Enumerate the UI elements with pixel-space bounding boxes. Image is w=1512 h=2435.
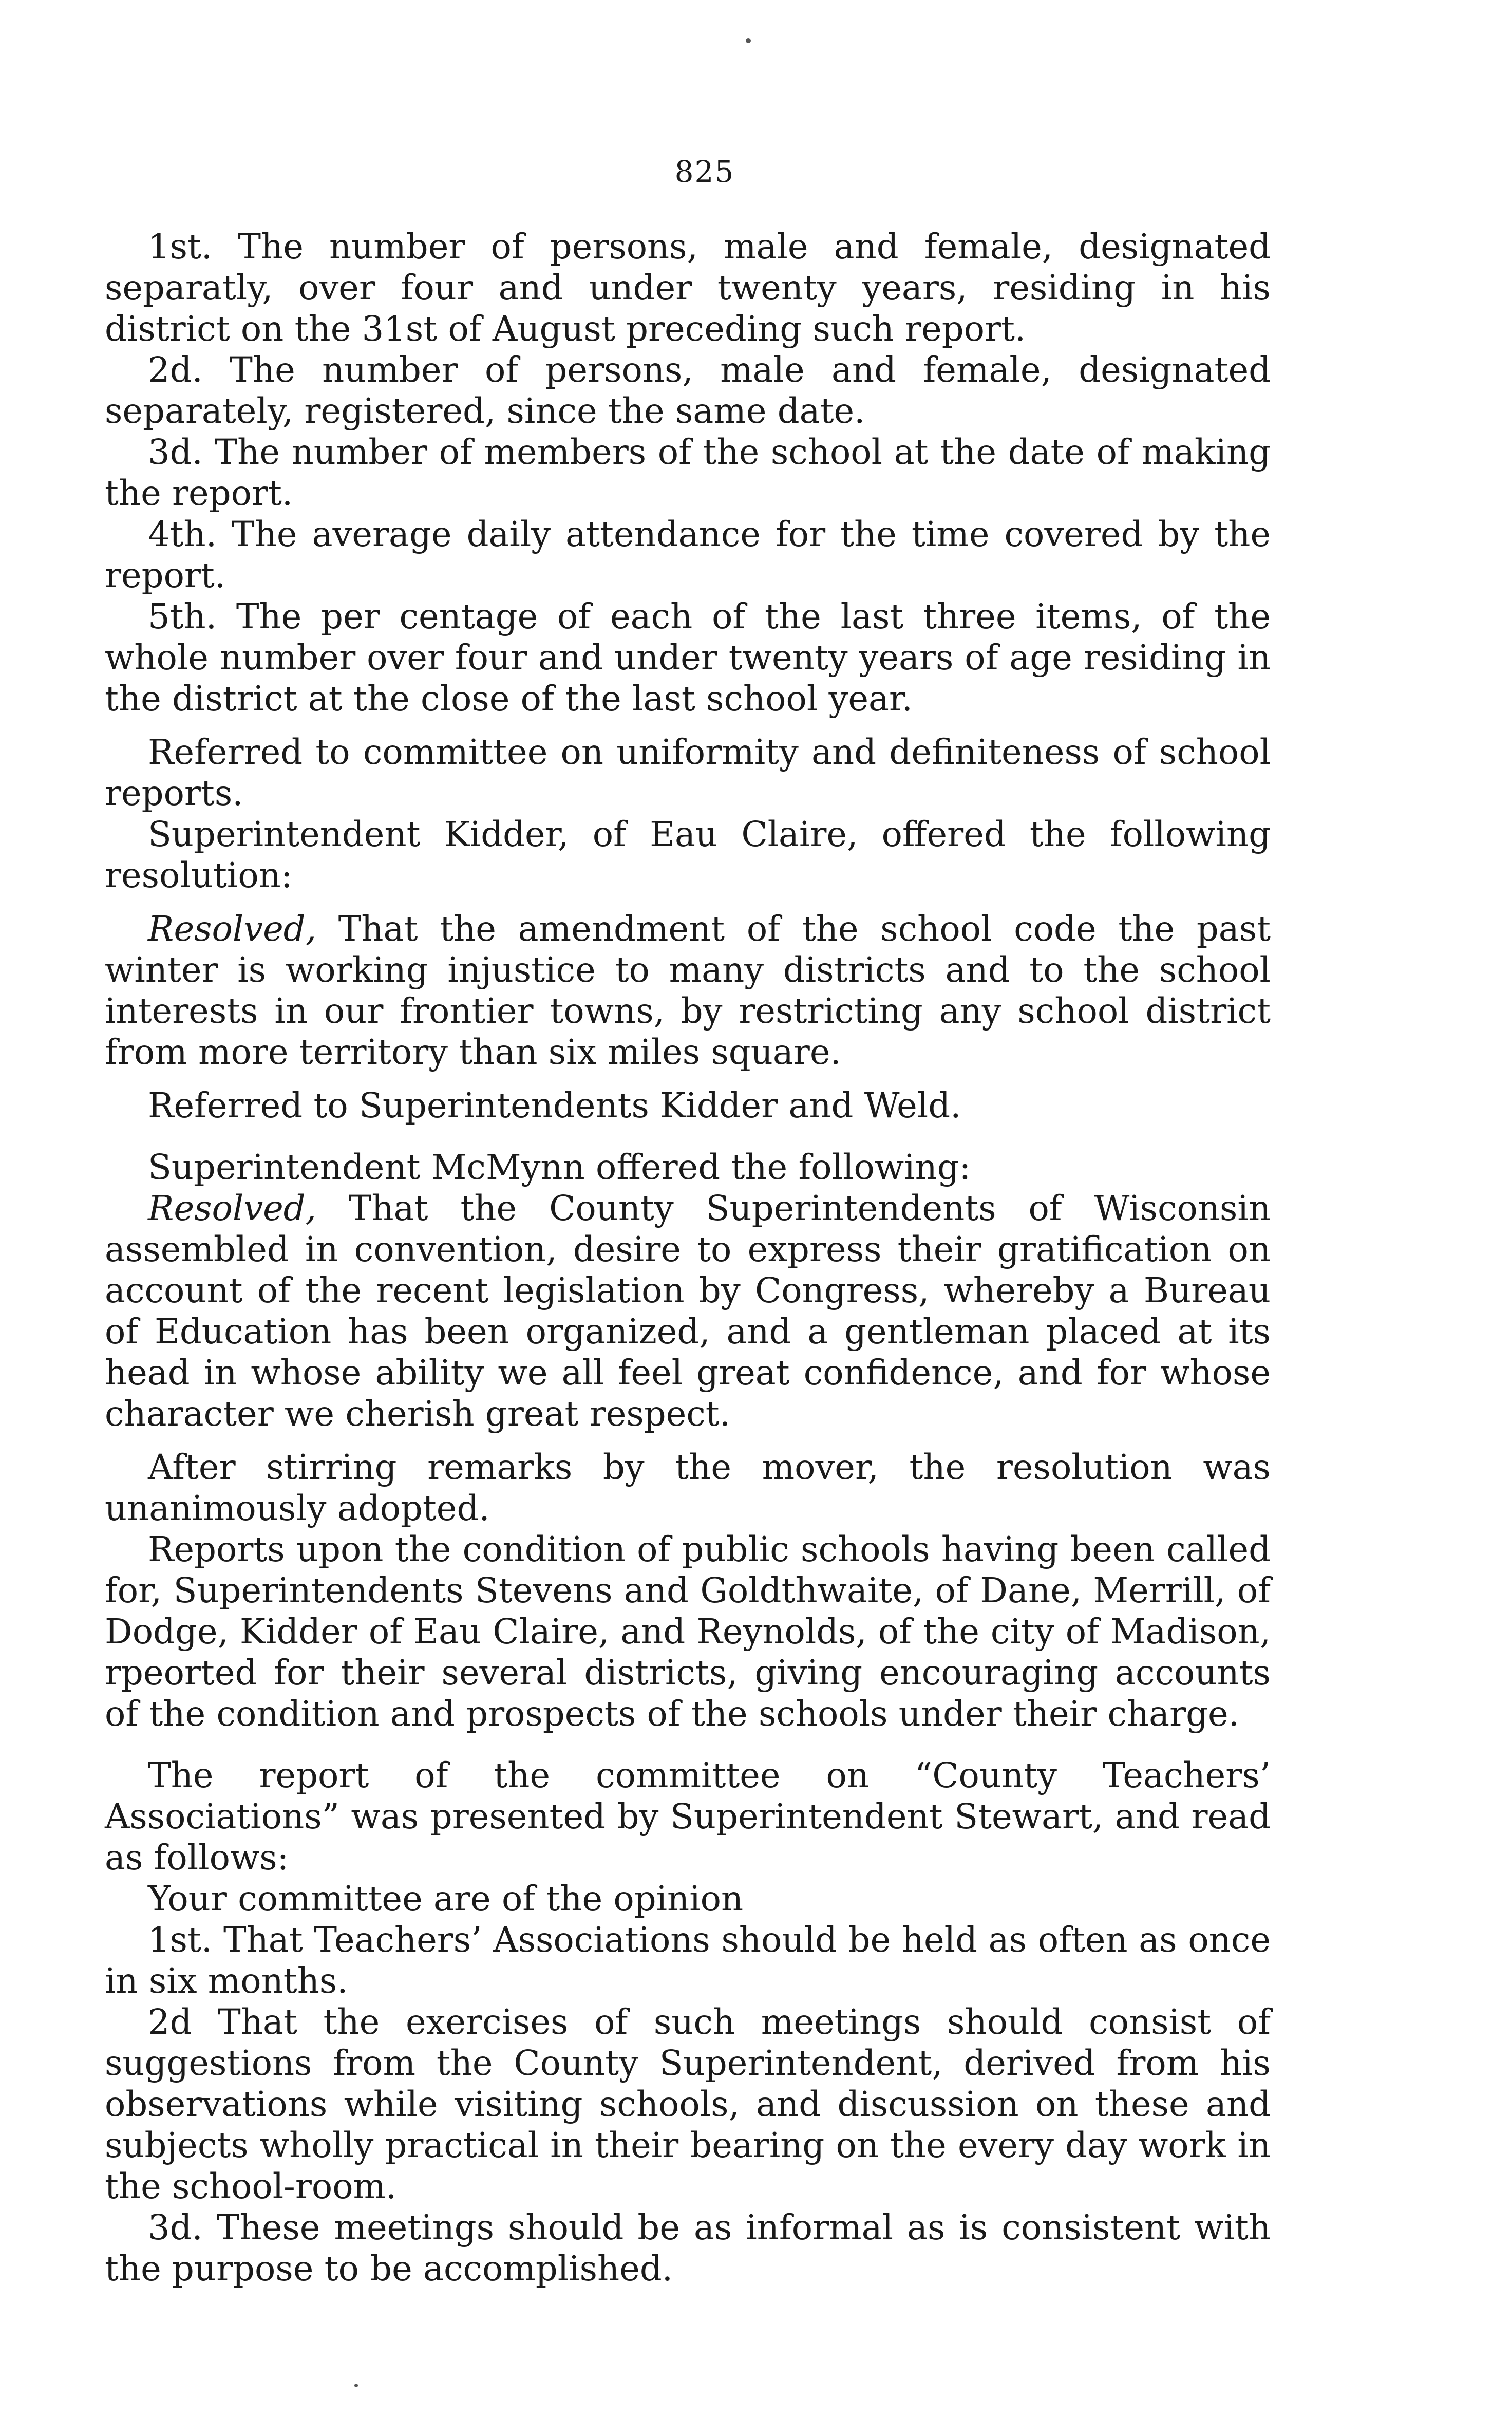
paragraph-item-1: 1st. The number of persons, male and female, designated separatly, over four and under twenty years, residing in his district on the 31st of August preceding such report. [105,227,1271,349]
resolved-label: Resolved, [148,909,316,949]
paragraph-item-5: 5th. The per centage of each of the last three items, of the whole number over four and under twenty years of age residing in the district at the close of the last school year. [105,596,1271,719]
paragraph-item-associations-3: 3d. These meetings should be as informal as is consistent with the purpose to be accomplished. [105,2207,1271,2289]
print-speck-mark [746,38,751,43]
paragraph-committee-opinion: Your committee are of the opinion [148,1879,744,1919]
paragraph-item-4: 4th. The average daily attendance for the time covered by the report. [105,514,1271,595]
paragraph-item-associations-1: 1st. That Teachers’ Associations should be held as often as once in six months. [105,1920,1271,2001]
page-body [105,226,1271,2289]
paragraph-resolution-mcmynn [105,1188,1271,1434]
paragraph-reports: Reports upon the condition of public schools having been called for, Superintendents Stevens and Goldthwaite, of Dane, Merrill, of Dodge, Kidder of Eau Claire, and Reynolds, of the city of Madison, rpeorted for their several districts, giving encouraging accounts of the condition and prospects of the schools under their charge. [105,1529,1271,1734]
resolution-mcmynn-text: That the County Superintendents of Wisconsin assembled in convention, desire to express their gratification on account of the recent legislation by Congress, whereby a Bureau of Education has been organized, and a gentleman placed at its head in whose ability we all feel great confidence, and for whose character we cherish great respect. [105,1188,1271,1434]
paragraph-adopted: After stirring remarks by the mover, the resolution was unanimously adopted. [105,1447,1271,1528]
resolution-kidder-text: That the amendment of the school code the past winter is working injustice to many districts and to the school interests in our frontier towns, by restricting any school district from more territory than six miles square. [105,909,1271,1072]
paragraph-resolution-kidder [105,908,1271,1073]
print-speck-mark [354,2384,358,2387]
paragraph-item-2: 2d. The number of persons, male and female, designated separately, registered, since the same date. [105,350,1271,431]
paragraph-item-3: 3d. The number of members of the school at the date of making the report. [105,432,1271,513]
paragraph-item-associations-2: 2d That the exercises of such meetings should consist of suggestions from the County Superintendent, derived from his observations while visiting schools, and discussion on these and subjects wholly practical in their bearing on the every day work in the school-room. [105,2002,1271,2206]
paragraph-kidder-offer: Superintendent Kidder, of Eau Claire, offered the following resolution: [105,814,1271,895]
paragraph-mcmynn-offer: Superintendent McMynn offered the following: [148,1147,971,1187]
paragraph-referred-kidder-weld: Referred to Superintendents Kidder and Weld. [148,1085,961,1126]
paragraph-committee-report: The report of the committee on “County Teachers’ Associations” was presented by Superintendent Stewart, and read as follows: [105,1755,1271,1878]
resolved-label: Resolved, [148,1188,316,1228]
paragraph-referred-uniformity: Referred to committee on uniformity and definiteness of school reports. [105,732,1271,813]
page-number: 825 [674,154,735,189]
